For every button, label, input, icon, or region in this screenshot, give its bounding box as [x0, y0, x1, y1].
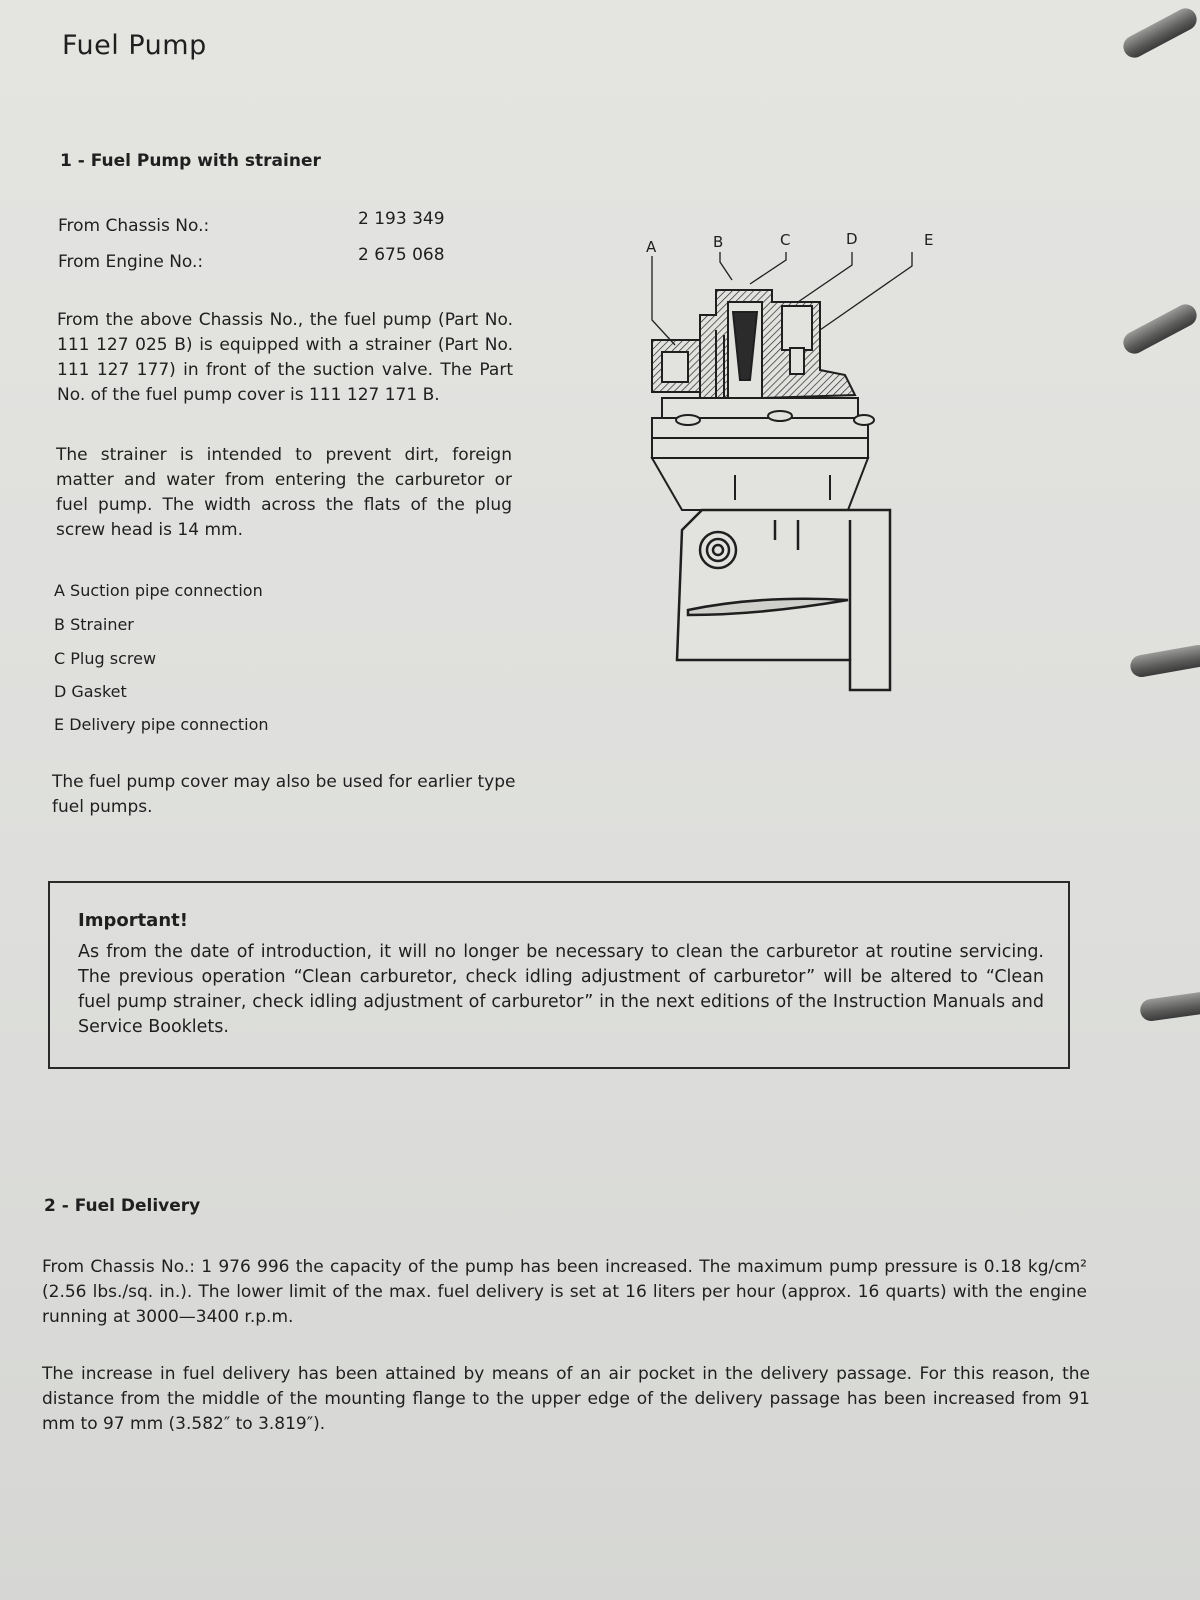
binder-ring	[1120, 5, 1200, 62]
chassis-label: From Chassis No.:	[58, 216, 210, 236]
notice-title: Important!	[78, 910, 188, 931]
section-1-heading: 1 - Fuel Pump with strainer	[60, 151, 321, 171]
paragraph-air-pocket: The increase in fuel delivery has been attained by means of an air pocket in the delivery passage. For this reason, the distance from the middle of the mounting flange to the upper edge of the delivery passage has been increased from 91 mm to 97 mm (3.582″ to 3.819″).	[42, 1364, 1090, 1434]
paragraph-fuel-capacity: From Chassis No.: 1 976 996 the capacity of the pump has been increased. The maximum pump pressure is 0.18 kg/cm² (2.56 lbs./sq. in.). The lower limit of the max. fuel delivery is set at 16 liters per hour (approx. 16 quarts) with the engine running at 3000—3400 r.p.m.	[42, 1257, 1087, 1327]
callout-c: C	[780, 231, 791, 249]
binder-ring	[1129, 643, 1200, 679]
legend-item-c: C Plug screw	[54, 649, 157, 668]
legend-item-e: E Delivery pipe connection	[54, 715, 269, 734]
callout-d: D	[846, 230, 858, 248]
engine-value: 2 675 068	[358, 245, 445, 265]
pump-flange	[652, 398, 874, 510]
pump-lower-body	[677, 510, 890, 690]
legend-item-b: B Strainer	[54, 615, 134, 634]
chassis-value: 2 193 349	[358, 209, 445, 229]
page-title: Fuel Pump	[62, 30, 207, 61]
callout-e: E	[924, 231, 934, 249]
paragraph-part-numbers: From the above Chassis No., the fuel pump (Part No. 111 127 025 B) is equipped with a strainer (Part No. 111 127 177) in front of the suction valve. The Part No. of the fuel pump cover is 111 127 171 B.	[57, 310, 513, 405]
paragraph-cover-compatibility: The fuel pump cover may also be used for earlier type fuel pumps.	[52, 772, 516, 817]
binder-ring	[1120, 301, 1200, 358]
section-2-heading: 2 - Fuel Delivery	[44, 1196, 201, 1216]
important-notice-box	[48, 881, 1070, 1069]
legend-item-d: D Gasket	[54, 682, 127, 701]
paragraph-strainer-purpose: The strainer is intended to prevent dirt, foreign matter and water from entering the carburetor or fuel pump. The width across the flats of the plug screw head is 14 mm.	[56, 445, 512, 540]
callout-a: A	[646, 238, 657, 256]
binder-ring	[1139, 990, 1200, 1023]
notice-text: As from the date of introduction, it will no longer be necessary to clean the carburetor at routine servicing. The previous operation “Clean carburetor, check idling adjustment of carburetor” will be altered to “Clean fuel pump strainer, check idling adjustment of carburetor” in the next editions of the Instruction Manuals and Service Booklets.	[78, 942, 1044, 1037]
fuel-pump-diagram	[640, 220, 940, 720]
callout-b: B	[713, 233, 724, 251]
pump-cover	[652, 290, 855, 415]
engine-label: From Engine No.:	[58, 252, 204, 272]
legend-item-a: A Suction pipe connection	[54, 581, 263, 600]
